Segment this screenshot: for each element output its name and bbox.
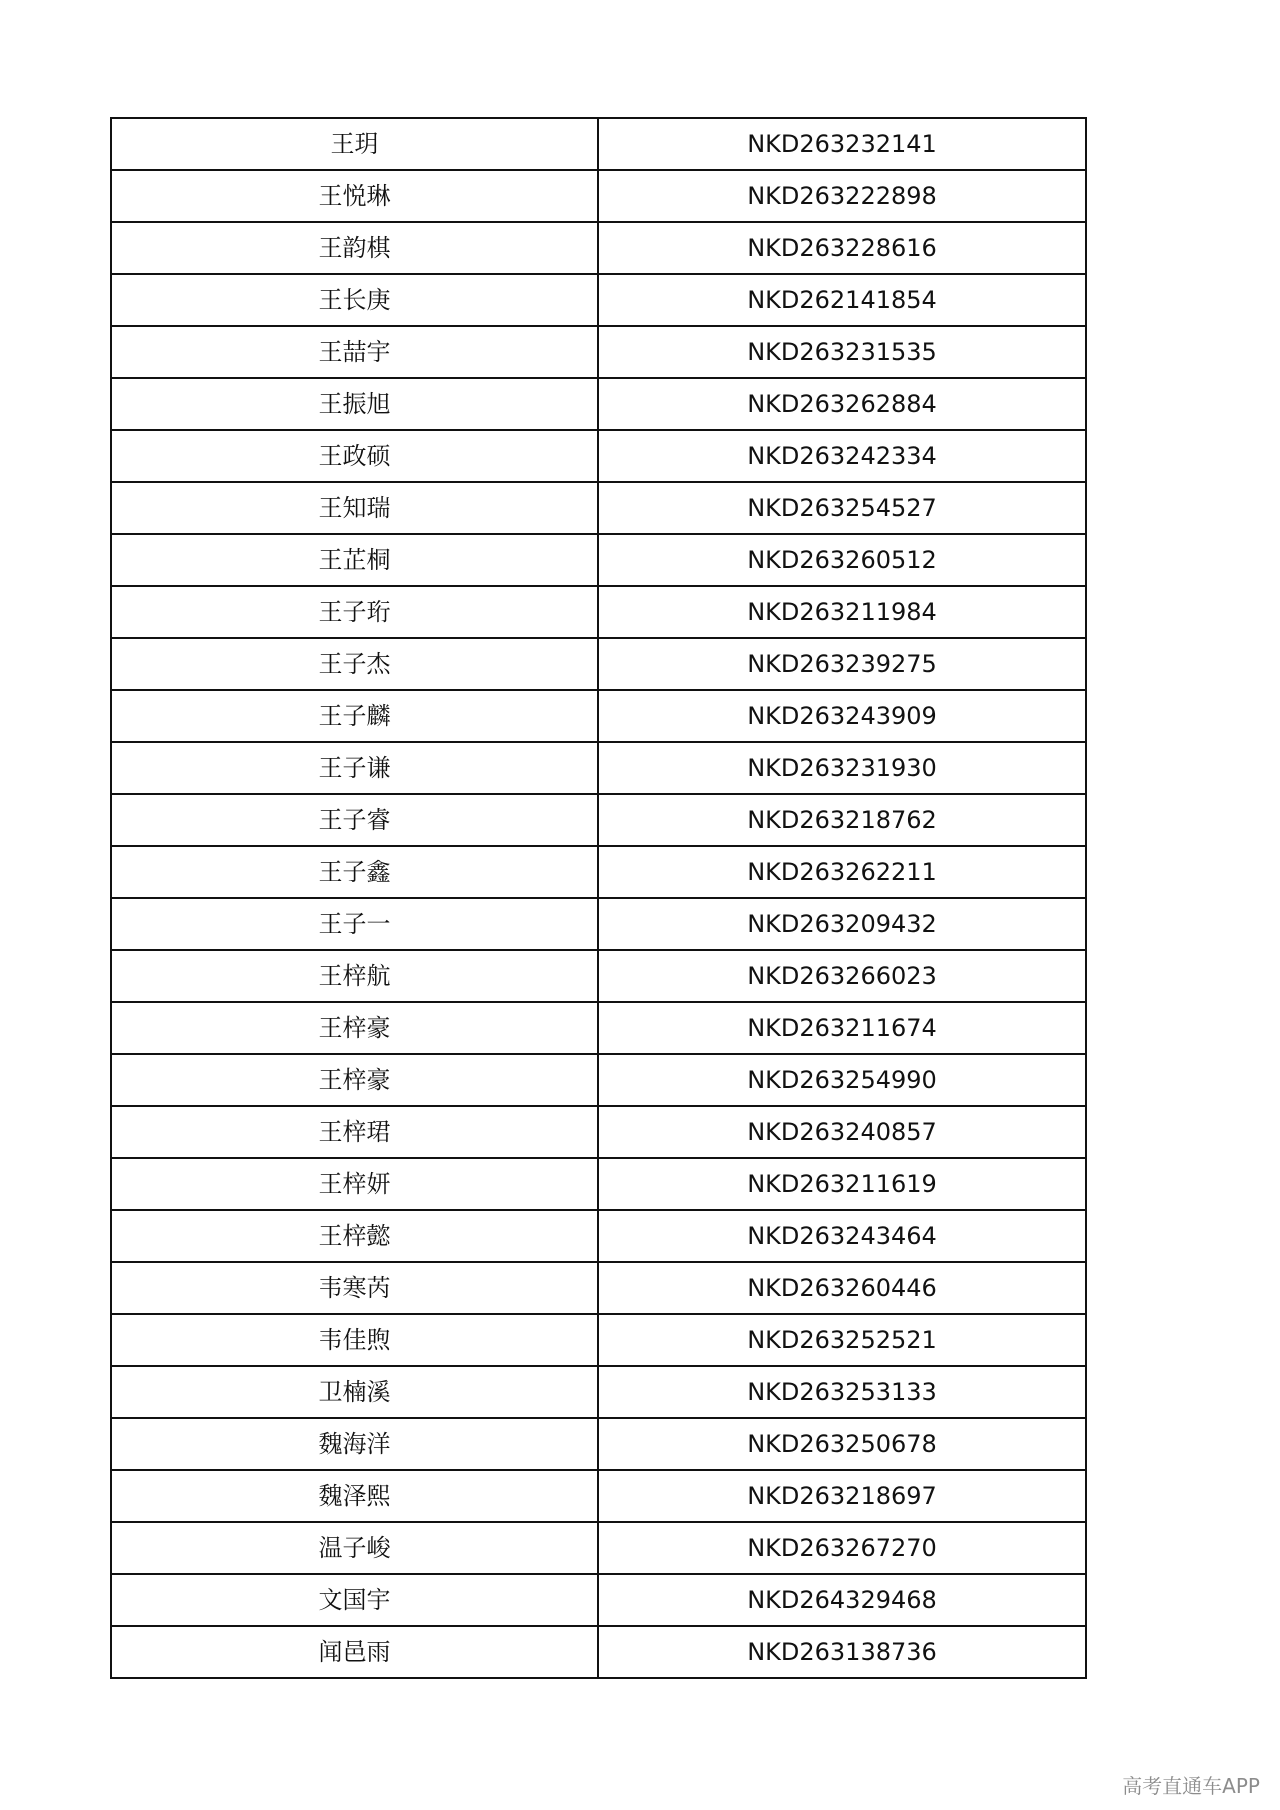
student-name-cell: 文国宇 [111, 1574, 598, 1626]
student-list-table [110, 117, 1087, 1679]
student-id-cell: NKD263254990 [598, 1054, 1086, 1106]
student-id-cell: NKD264329468 [598, 1574, 1086, 1626]
student-id-cell: NKD263260446 [598, 1262, 1086, 1314]
student-name-cell: 王悦琳 [111, 170, 598, 222]
student-name-cell: 卫楠溪 [111, 1366, 598, 1418]
table-row [111, 638, 1086, 690]
student-name-cell: 王子麟 [111, 690, 598, 742]
student-id-cell: NKD263231535 [598, 326, 1086, 378]
student-id-cell: NKD263262211 [598, 846, 1086, 898]
student-name-cell: 王梓航 [111, 950, 598, 1002]
student-id-cell: NKD263243464 [598, 1210, 1086, 1262]
table-row [111, 1210, 1086, 1262]
table-row [111, 690, 1086, 742]
table-row [111, 1626, 1086, 1678]
student-id-cell: NKD262141854 [598, 274, 1086, 326]
table-row [111, 118, 1086, 170]
student-name-cell: 王梓豪 [111, 1002, 598, 1054]
student-name-cell: 魏海洋 [111, 1418, 598, 1470]
student-id-cell: NKD263242334 [598, 430, 1086, 482]
table-row [111, 1262, 1086, 1314]
student-id-cell: NKD263267270 [598, 1522, 1086, 1574]
table-row [111, 1470, 1086, 1522]
student-name-cell: 王子珩 [111, 586, 598, 638]
student-id-cell: NKD263250678 [598, 1418, 1086, 1470]
student-name-cell: 王长庚 [111, 274, 598, 326]
student-name-cell: 王子一 [111, 898, 598, 950]
student-id-cell: NKD263209432 [598, 898, 1086, 950]
table-row [111, 1366, 1086, 1418]
student-name-cell: 王子杰 [111, 638, 598, 690]
student-id-cell: NKD263240857 [598, 1106, 1086, 1158]
student-id-cell: NKD263243909 [598, 690, 1086, 742]
student-id-cell: NKD263218762 [598, 794, 1086, 846]
student-name-cell: 魏泽熙 [111, 1470, 598, 1522]
table-row [111, 1158, 1086, 1210]
student-id-cell: NKD263218697 [598, 1470, 1086, 1522]
table-row [111, 326, 1086, 378]
table-row [111, 430, 1086, 482]
student-name-cell: 王梓豪 [111, 1054, 598, 1106]
student-name-cell: 闻邑雨 [111, 1626, 598, 1678]
student-id-cell: NKD263253133 [598, 1366, 1086, 1418]
table-row [111, 1574, 1086, 1626]
student-id-cell: NKD263252521 [598, 1314, 1086, 1366]
table-row [111, 222, 1086, 274]
table-row [111, 482, 1086, 534]
student-name-cell: 王知瑞 [111, 482, 598, 534]
table-row [111, 1314, 1086, 1366]
watermark: 高考直通车APP [1122, 1774, 1260, 1798]
table-row [111, 274, 1086, 326]
table-row [111, 1418, 1086, 1470]
student-name-cell: 王芷桐 [111, 534, 598, 586]
student-name-cell: 王喆宇 [111, 326, 598, 378]
student-id-cell: NKD263231930 [598, 742, 1086, 794]
student-id-cell: NKD263239275 [598, 638, 1086, 690]
table-row [111, 1106, 1086, 1158]
table-row [111, 898, 1086, 950]
student-name-cell: 韦寒芮 [111, 1262, 598, 1314]
student-name-cell: 王韵棋 [111, 222, 598, 274]
student-name-cell: 王梓懿 [111, 1210, 598, 1262]
student-id-cell: NKD263211619 [598, 1158, 1086, 1210]
student-id-cell: NKD263254527 [598, 482, 1086, 534]
student-name-cell: 王子谦 [111, 742, 598, 794]
student-id-cell: NKD263260512 [598, 534, 1086, 586]
table-row [111, 534, 1086, 586]
student-name-cell: 王子鑫 [111, 846, 598, 898]
table-body [111, 118, 1086, 1678]
student-id-cell: NKD263211674 [598, 1002, 1086, 1054]
student-id-cell: NKD263222898 [598, 170, 1086, 222]
table-row [111, 742, 1086, 794]
student-name-cell: 王政硕 [111, 430, 598, 482]
student-id-cell: NKD263228616 [598, 222, 1086, 274]
table-row [111, 1002, 1086, 1054]
table-row [111, 1054, 1086, 1106]
table-row [111, 794, 1086, 846]
student-name-cell: 王振旭 [111, 378, 598, 430]
student-name-cell: 王梓珺 [111, 1106, 598, 1158]
student-name-cell: 王玥 [111, 118, 598, 170]
student-name-cell: 王梓妍 [111, 1158, 598, 1210]
table-row [111, 1522, 1086, 1574]
table-row [111, 378, 1086, 430]
student-name-cell: 韦佳煦 [111, 1314, 598, 1366]
student-name-cell: 温子峻 [111, 1522, 598, 1574]
student-id-cell: NKD263138736 [598, 1626, 1086, 1678]
table-row [111, 950, 1086, 1002]
student-id-cell: NKD263266023 [598, 950, 1086, 1002]
student-id-cell: NKD263232141 [598, 118, 1086, 170]
student-id-cell: NKD263211984 [598, 586, 1086, 638]
student-name-cell: 王子睿 [111, 794, 598, 846]
table-row [111, 846, 1086, 898]
table-row [111, 170, 1086, 222]
student-id-cell: NKD263262884 [598, 378, 1086, 430]
table-row [111, 586, 1086, 638]
